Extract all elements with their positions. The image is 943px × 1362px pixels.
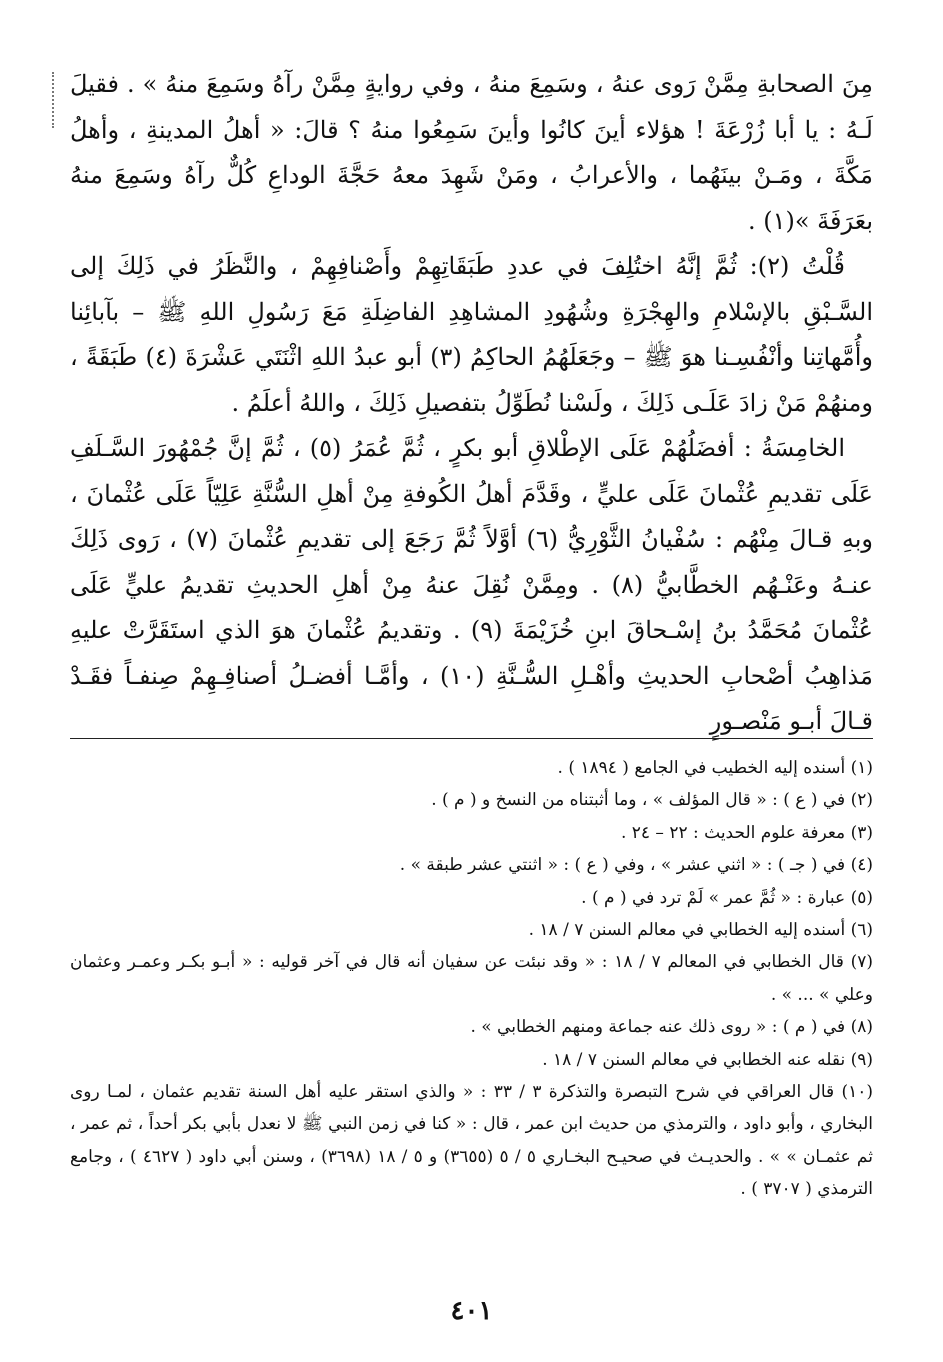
paragraph-2: قُلْتُ (٢): ثُمَّ إنَّهُ اختُلِفَ في عددِ طَبَقَاتِهِمْ وأَصْنافِهِمْ ، والنَّظَرُ في ذَلِكَ إلى السَّـبْقِ بالإسْلامِ والهِجْرَةِ وشُهُودِ المشاهِدِ الفاضِلَةِ مَعَ رَسُولِ اللهِ ﷺ – بآبائِنا وأُمَّهاتِنا وأنْفُسِـنا هوَ ﷺ – وجَعَلَهُمُ الحاكِمُ (٣) أبو عبدُ اللهِ اثْنَتَي عَشْرَةَ (٤) طَبَقَةً ، ومنهُمْ مَنْ زادَ عَلَـى ذَلِكَ ، ولَسْنا نُطَوِّلُ بتفصيلِ ذَلِكَ ، واللهُ أعلَمُ . [70, 252, 874, 417]
footnote-6: (٦) أسنده إليه الخطابي في معالم السنن ٧ / ١٨ . [528, 920, 873, 941]
paragraph-3: الخامِسَةُ : أفضَلُهُمْ عَلَى الإطْلاقِ أبو بكرٍ ، ثُمَّ عُمَرُ (٥) ، ثُمَّ إنَّ جُمْهُورَ السَّـلَفِ عَلَى تقديمِ عُثْمانَ عَلَى عليٍّ ، وقَدَّمَ أهلُ الكُوفةِ مِنْ أهلِ السُّنَّةِ عَلِيّاً عَلَى عُثْمانَ ، وبهِ قـالَ مِنْهُم : سُفْيانُ الثَّوْرِيُّ (٦) أوَّلاً ثُمَّ رَجَعَ إلى تقديمِ عُثْمانَ (٧) ، رَوى ذَلِكَ عنـهُ وعَنْـهُم الخطَّابيُّ (٨) . ومِمَّنْ نُقِلَ عنهُ مِنْ أهلِ الحديثِ تقديمُ عليٍّ عَلَى عُثْمانَ مُحَمَّدُ بنُ إسْـحاقَ ابنِ خُزَيْمَةَ (٩) . وتقديمُ عُثْمانَ هوَ الذي استَقَرَّتْ عليهِ مَذاهِبُ أصْحابِ الحديثِ وأهْـلِ السُّـنَّةِ (١٠) ، وأمَّـا أفضـلُ أصنافِـهِمْ صِنفـاً فقَـدْ قـالَ أبـو مَنْصـورٍ [70, 434, 873, 735]
main-text [70, 62, 873, 745]
footnote-3: (٣) معرفة علوم الحديث : ٢٢ – ٢٤ . [620, 822, 873, 843]
footnote-4: (٤) في ( جـ ) : « اثني عشر » ، وفي ( ع ) : « اثنتي عشر طبقة » . [399, 855, 873, 876]
footnote-10: (١٠) قال العراقي في شرح التبصرة والتذكرة ٣ / ٣٣ : « والذي استقر عليه أهل السنة تقديم عثمان ، لمـا روى البخاري ، وأبو داود ، والترمذي من حديث ابن عمر ، قال : « كنا في زمن النبي ﷺ لا نعدل بأبي بكر أحداً ، ثم عمر ، ثم عثمـان » » . والحديـث في صحيـح البخـاري ٥ / ٥ (٣٦٥٥) و ٥ / ١٨ (٣٦٩٨) ، وسنن أبي داود ( ٤٦٢٧ ) ، وجامع الترمذي ( ٣٧٠٧ ) . [70, 1082, 874, 1200]
footnote-1: (١) أسنده إليه الخطيب في الجامع ( ١٨٩٤ ) . [557, 758, 873, 778]
margin-mark [52, 72, 56, 128]
footnotes [70, 752, 873, 1206]
footnote-7: (٧) قال الخطابي في المعالم ٧ / ١٨ : « وقد نبئت عن سفيان أنه قال في آخر قوليه : « أبـو بكـر وعمـر وعثمان وعلي » ... » . [70, 952, 873, 1005]
footnote-8: (٨) في ( م ) : « روى ذلك عنه جماعة ومنهم الخطابي » . [470, 1017, 873, 1038]
footnote-5: (٥) عبارة : « ثُمَّ عمر » لَمْ ترد في ( م ) . [581, 887, 873, 908]
page-number: ٤٠١ [450, 1296, 493, 1326]
footnote-2: (٢) في ( ع ) : « قال المؤلف » ، وما أثبتناه من النسخ و ( م ) . [431, 790, 873, 811]
footnote-9: (٩) نقله عنه الخطابي في معالم السنن ٧ / ١٨ . [542, 1049, 873, 1070]
footnote-separator [70, 738, 873, 739]
paragraph-1: مِنَ الصحابةِ مِمَّنْ رَوى عنهُ ، وسَمِعَ منهُ ، وفي روايةٍ مِمَّنْ رآهُ وسَمِعَ منهُ » . فقيلَ لَـهُ : يا أبا زُرْعَةَ ! هؤلاء أينَ كانُوا وأينَ سَمِعُوا منهُ ؟ قالَ: « أهلُ المدينةِ ، وأهلُ مَكَّةَ ، ومَـنْ بينَهُما ، والأعرابُ ، ومَنْ شَهِدَ معهُ حَجَّةَ الوداعِ كُلٌّ رآهُ وسَمِعَ منهُ بعَرَفَةَ »(١) . [70, 70, 874, 235]
